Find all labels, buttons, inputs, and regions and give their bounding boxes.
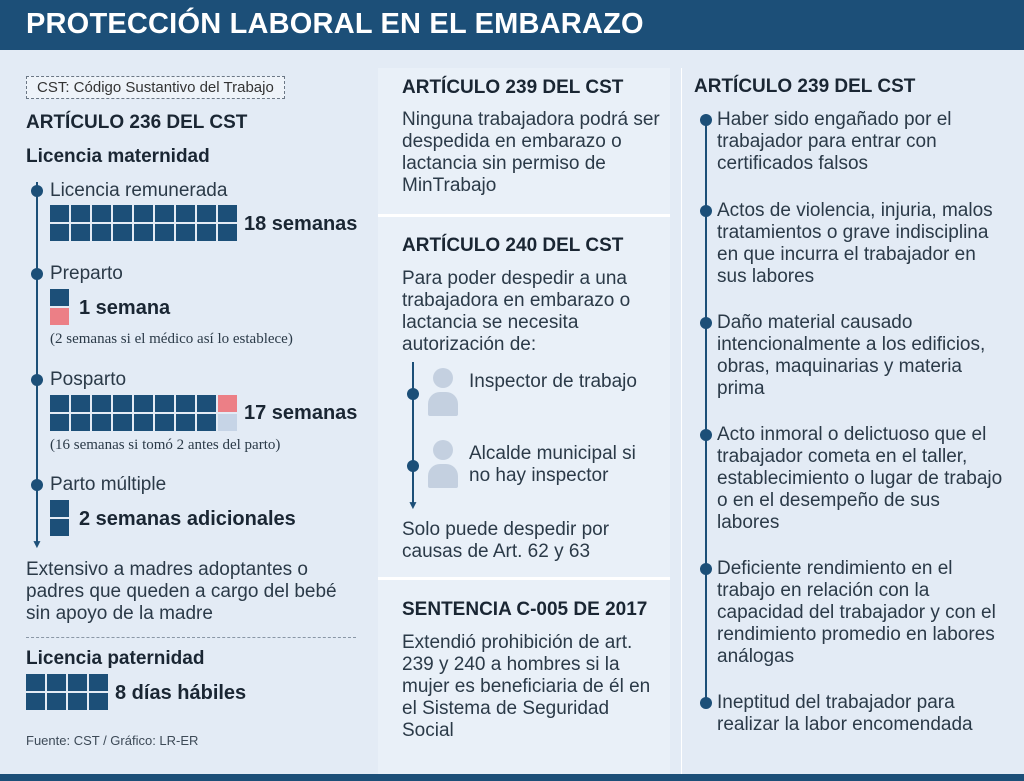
week-block [197, 205, 216, 222]
week-block [50, 395, 69, 412]
week-block [155, 395, 174, 412]
item-label-multiple: Parto múltiple [50, 474, 167, 495]
timeline-dot-icon [700, 563, 712, 575]
item-label-preparto: Preparto [50, 263, 123, 284]
right-heading: ARTÍCULO 239 DEL CST [694, 76, 916, 97]
week-block [71, 205, 90, 222]
week-block [71, 395, 90, 412]
timeline-dot-icon [407, 388, 419, 400]
day-block [68, 674, 87, 691]
auth-alcalde: Alcalde municipal si no hay inspector [469, 443, 636, 486]
timeline-dot-icon [31, 479, 43, 491]
week-block [71, 414, 90, 431]
divider [26, 637, 356, 638]
divider [378, 577, 670, 580]
sentencia-heading: SENTENCIA C-005 DE 2017 [402, 599, 648, 620]
divider [681, 68, 682, 774]
day-block [89, 693, 108, 710]
weeks-blocks-preparto [50, 289, 69, 325]
divider [378, 214, 670, 217]
week-block [92, 414, 111, 431]
timeline-dot-icon [700, 205, 712, 217]
timeline-arrow-icon: ▼ [407, 498, 419, 512]
timeline-arrow-icon: ▼ [31, 537, 43, 551]
timeline-dot-icon [700, 697, 712, 709]
person-icon [426, 440, 460, 492]
week-block [176, 395, 195, 412]
day-block [89, 674, 108, 691]
value-preparto: 1 semana [79, 297, 171, 319]
week-block [155, 205, 174, 222]
abbreviation-note: CST: Código Sustantivo del Trabajo [26, 76, 285, 99]
item-label-remunerada: Licencia remunerada [50, 180, 228, 201]
week-block [155, 224, 174, 241]
timeline-dot-icon [700, 317, 712, 329]
timeline-dot-icon [31, 185, 43, 197]
day-block [26, 693, 45, 710]
weeks-blocks-posparto [50, 395, 237, 431]
timeline-dot-icon [700, 429, 712, 441]
solo-text: Solo puede despedir por causas de Art. 62 y 63 [402, 519, 610, 562]
week-block [134, 414, 153, 431]
day-block [47, 674, 66, 691]
week-block [50, 205, 69, 222]
value-remunerada: 18 semanas [244, 213, 358, 235]
week-block [218, 224, 237, 241]
week-block [50, 289, 69, 306]
timeline-dot-icon [407, 460, 419, 472]
week-block [134, 395, 153, 412]
week-block [197, 414, 216, 431]
week-block [71, 224, 90, 241]
week-block [113, 414, 132, 431]
cause-item: Daño material causado intencionalmente a los edificios, obras, maquinarias y materia prima [717, 312, 986, 399]
week-block [176, 414, 195, 431]
weeks-blocks-remunerada [50, 205, 237, 241]
value-posparto: 17 semanas [244, 402, 358, 424]
week-block [176, 224, 195, 241]
art239-heading: ARTÍCULO 239 DEL CST [402, 77, 624, 98]
week-block [50, 414, 69, 431]
header-bar [0, 0, 1024, 50]
week-block [134, 205, 153, 222]
paternidad-heading: Licencia paternidad [26, 648, 205, 669]
week-block [197, 224, 216, 241]
auth-inspector: Inspector de trabajo [469, 371, 637, 392]
art239-text: Ninguna trabajadora podrá ser despedida en embarazo o lactancia sin permiso de MinTrabajo [402, 109, 660, 196]
item-label-posparto: Posparto [50, 369, 127, 390]
week-block [92, 395, 111, 412]
sentencia-text: Extendió prohibición de art. 239 y 240 a hombres si la mujer es beneficiaria de él en el Sistema de Seguridad Social [402, 632, 651, 741]
timeline-dot-icon [31, 374, 43, 386]
week-block [176, 205, 195, 222]
note-posparto: (16 semanas si tomó 2 antes del parto) [50, 437, 281, 453]
value-multiple: 2 semanas adicionales [79, 508, 296, 530]
week-block [113, 224, 132, 241]
days-blocks-paternidad [26, 674, 108, 710]
source-credit: Fuente: CST / Gráfico: LR-ER [26, 733, 199, 748]
weeks-blocks-multiple [50, 500, 69, 536]
person-icon [426, 368, 460, 420]
week-block [50, 224, 69, 241]
cause-item: Haber sido engañado por el trabajador para entrar con certificados falsos [717, 109, 952, 174]
week-block [50, 308, 69, 325]
footer-bar [0, 774, 1024, 781]
day-block [47, 693, 66, 710]
week-block [50, 519, 69, 536]
page-title: PROTECCIÓN LABORAL EN EL EMBARAZO [26, 8, 644, 40]
cause-item: Deficiente rendimiento en el trabajo en relación con la capacidad del trabajador y con el rendimiento promedio en labores análogas [717, 558, 996, 667]
maternidad-heading: Licencia maternidad [26, 146, 210, 167]
value-paternidad: 8 días hábiles [115, 682, 247, 704]
cause-item: Acto inmoral o delictuoso que el trabajador cometa en el taller, establecimiento o lugar de trabajo o en el desempeño de sus labores [717, 424, 1003, 533]
extensivo-text: Extensivo a madres adoptantes o padres que queden a cargo del bebé sin apoyo de la madre [26, 559, 337, 624]
week-block [50, 500, 69, 517]
week-block [197, 395, 216, 412]
day-block [26, 674, 45, 691]
week-block [218, 414, 237, 431]
week-block [218, 205, 237, 222]
timeline-dot-icon [31, 268, 43, 280]
art240-text: Para poder despedir a una trabajadora en embarazo o lactancia se necesita autorización de: [402, 268, 631, 355]
week-block [92, 224, 111, 241]
week-block [155, 414, 174, 431]
cause-item: Ineptitud del trabajador para realizar la labor encomendada [717, 692, 973, 735]
day-block [68, 693, 87, 710]
authorization-timeline [412, 362, 414, 504]
week-block [113, 395, 132, 412]
week-block [113, 205, 132, 222]
week-block [134, 224, 153, 241]
art240-heading: ARTÍCULO 240 DEL CST [402, 235, 624, 256]
art236-heading: ARTÍCULO 236 DEL CST [26, 112, 248, 133]
timeline-dot-icon [700, 114, 712, 126]
week-block [218, 395, 237, 412]
cause-item: Actos de violencia, injuria, malos tratamientos o grave indisciplina en que incurra el trabajador en sus labores [717, 200, 993, 287]
note-preparto: (2 semanas si el médico así lo establece) [50, 331, 293, 347]
week-block [92, 205, 111, 222]
